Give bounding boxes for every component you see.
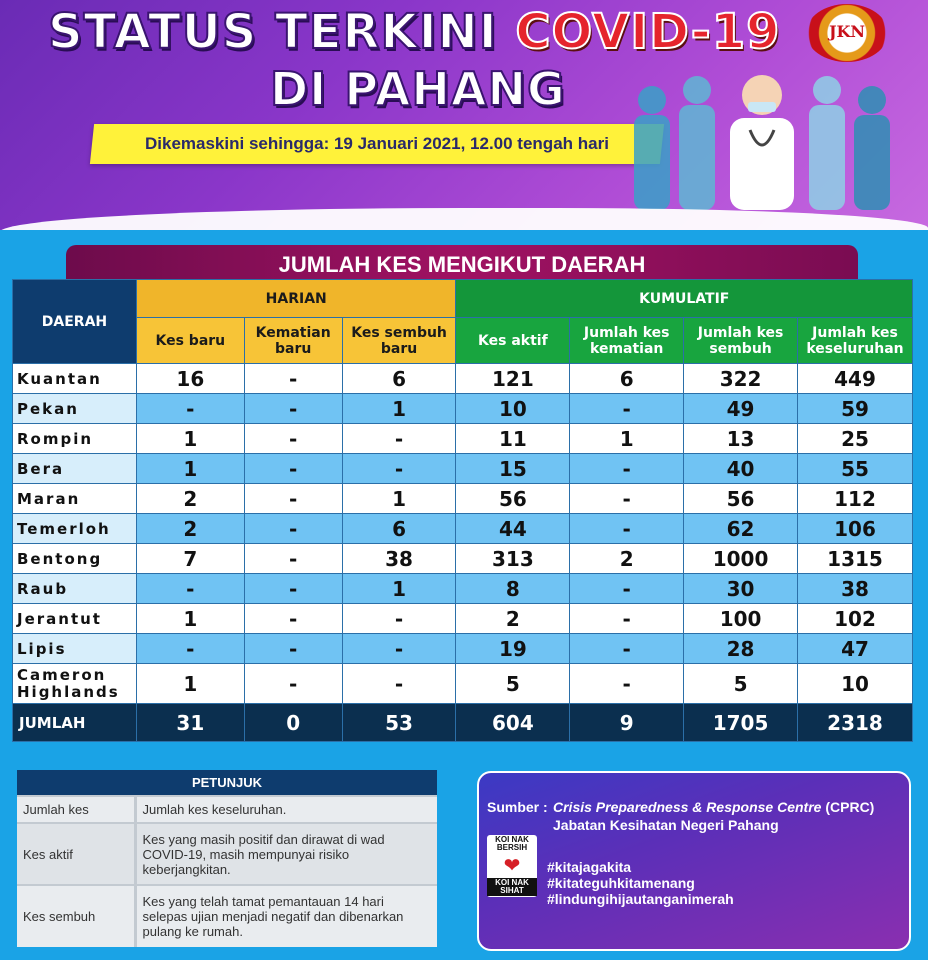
koi-bottom-text: KOI NAK SIHAT: [487, 878, 537, 896]
cell-value: -: [570, 514, 684, 544]
title-status-terkini: STATUS TERKINI: [48, 4, 498, 60]
district-name: Temerloh: [13, 514, 137, 544]
header-kes-aktif: Kes aktif: [456, 318, 570, 364]
table-row: [13, 484, 913, 514]
cell-value: 5: [684, 664, 798, 704]
cell-value: 15: [456, 454, 570, 484]
cell-value: 100: [684, 604, 798, 634]
cell-value: 38: [797, 574, 912, 604]
cell-value: 106: [797, 514, 912, 544]
table-row: [13, 364, 913, 394]
cell-value: -: [136, 634, 244, 664]
district-name: Lipis: [13, 634, 137, 664]
district-name: Bentong: [13, 544, 137, 574]
cell-value: 1000: [684, 544, 798, 574]
district-name: Kuantan: [13, 364, 137, 394]
district-name: Rompin: [13, 424, 137, 454]
cell-value: 40: [684, 454, 798, 484]
koi-nak-sihat-logo: [487, 835, 537, 897]
total-value: 1705: [684, 704, 798, 742]
cell-value: 1: [342, 574, 456, 604]
cell-value: 1315: [797, 544, 912, 574]
cell-value: -: [244, 364, 342, 394]
legend-term: Kes aktif: [17, 823, 135, 885]
legend-term: Jumlah kes: [17, 796, 135, 823]
cell-value: -: [244, 424, 342, 454]
cell-value: 1: [570, 424, 684, 454]
cell-value: -: [244, 394, 342, 424]
table-row: [13, 424, 913, 454]
cell-value: 7: [136, 544, 244, 574]
header-jumlah-kes-keseluruhan: Jumlah kes keseluruhan: [797, 318, 912, 364]
header-jumlah-kes-kematian: Jumlah kes kematian: [570, 318, 684, 364]
cell-value: -: [244, 574, 342, 604]
updated-text: Dikemaskini sehingga: 19 Januari 2021, 12.00 tengah hari: [145, 134, 609, 153]
cell-value: 10: [797, 664, 912, 704]
table-row: [13, 634, 913, 664]
cell-value: 2: [136, 514, 244, 544]
table-row: [13, 514, 913, 544]
cell-value: -: [342, 604, 456, 634]
updated-banner: [90, 124, 664, 164]
header-kes-baru: Kes baru: [136, 318, 244, 364]
cell-value: 2: [136, 484, 244, 514]
cell-value: -: [342, 424, 456, 454]
cell-value: -: [570, 604, 684, 634]
cell-value: 112: [797, 484, 912, 514]
cell-value: 10: [456, 394, 570, 424]
jkn-logo: [806, 4, 888, 62]
title-covid19: COVID-19: [515, 4, 781, 60]
total-value: 31: [136, 704, 244, 742]
hashtag: #kitateguhkitamenang: [547, 875, 695, 891]
cell-value: -: [342, 664, 456, 704]
source-cprc-name: Crisis Preparedness & Response Centre: [553, 799, 822, 815]
koi-top-text: KOI NAK BERSIH: [495, 835, 529, 852]
legend-desc: Jumlah kes keseluruhan.: [135, 796, 437, 823]
cell-value: 1: [342, 484, 456, 514]
table-row: [13, 604, 913, 634]
cell-value: 59: [797, 394, 912, 424]
source-label: Sumber :: [487, 799, 548, 815]
source-cprc-abbr: (CPRC): [825, 799, 875, 815]
total-value: 9: [570, 704, 684, 742]
health-workers-illustration: [612, 60, 912, 210]
cell-value: 56: [456, 484, 570, 514]
cell-value: 44: [456, 514, 570, 544]
cell-value: -: [136, 574, 244, 604]
cell-value: -: [244, 634, 342, 664]
cell-value: 25: [797, 424, 912, 454]
header-daerah: DAERAH: [13, 280, 137, 364]
header-kematian-baru: Kematian baru: [244, 318, 342, 364]
hashtag: #kitajagakita: [547, 859, 632, 875]
cell-value: 1: [136, 664, 244, 704]
cell-value: 102: [797, 604, 912, 634]
cell-value: 38: [342, 544, 456, 574]
total-value: 0: [244, 704, 342, 742]
cell-value: -: [570, 394, 684, 424]
cell-value: 62: [684, 514, 798, 544]
district-name: Maran: [13, 484, 137, 514]
source-box: [477, 771, 911, 951]
legend-desc: Kes yang telah tamat pemantauan 14 hari selepas ujian menjadi negatif dan dibenarkan pulang ke rumah.: [135, 885, 437, 947]
table-row: [13, 454, 913, 484]
cell-value: -: [244, 604, 342, 634]
hashtag: #lindungihijautanganimerah: [547, 891, 734, 907]
heart-icon: ❤: [503, 855, 521, 877]
hashtags: [547, 859, 734, 907]
cell-value: -: [244, 544, 342, 574]
cell-value: -: [342, 454, 456, 484]
cell-value: 49: [684, 394, 798, 424]
logo-text: JKN: [828, 22, 866, 41]
district-name: Cameron Highlands: [13, 664, 137, 704]
source-line-1: [553, 799, 874, 815]
district-name: Raub: [13, 574, 137, 604]
source-line-2: Jabatan Kesihatan Negeri Pahang: [553, 817, 779, 833]
total-value: 53: [342, 704, 456, 742]
table-row: [13, 574, 913, 604]
table-row: [13, 664, 913, 704]
cell-value: 1: [136, 604, 244, 634]
cell-value: 1: [136, 424, 244, 454]
cell-value: 16: [136, 364, 244, 394]
legend-term: Kes sembuh: [17, 885, 135, 947]
legend-table: [17, 770, 437, 947]
total-value: 2318: [797, 704, 912, 742]
cell-value: 2: [456, 604, 570, 634]
cell-value: 13: [684, 424, 798, 454]
section-title: JUMLAH KES MENGIKUT DAERAH: [66, 245, 858, 281]
title-line-1: [48, 4, 781, 60]
cell-value: 449: [797, 364, 912, 394]
table-row: [13, 394, 913, 424]
cell-value: 30: [684, 574, 798, 604]
cell-value: 8: [456, 574, 570, 604]
header-banner: [0, 0, 928, 230]
district-name: Jerantut: [13, 604, 137, 634]
total-row: [13, 704, 913, 742]
cell-value: 19: [456, 634, 570, 664]
cell-value: -: [342, 634, 456, 664]
header-kumulatif: KUMULATIF: [456, 280, 913, 318]
table-row: [13, 544, 913, 574]
cell-value: -: [244, 664, 342, 704]
cell-value: -: [244, 484, 342, 514]
cell-value: 6: [342, 514, 456, 544]
total-value: 604: [456, 704, 570, 742]
cell-value: 28: [684, 634, 798, 664]
cell-value: 5: [456, 664, 570, 704]
cell-value: 6: [570, 364, 684, 394]
cell-value: 6: [342, 364, 456, 394]
cell-value: 313: [456, 544, 570, 574]
district-name: Pekan: [13, 394, 137, 424]
header-harian: HARIAN: [136, 280, 456, 318]
cell-value: -: [244, 454, 342, 484]
cell-value: -: [570, 484, 684, 514]
cell-value: 1: [136, 454, 244, 484]
cell-value: -: [570, 634, 684, 664]
cell-value: -: [570, 574, 684, 604]
cell-value: 121: [456, 364, 570, 394]
legend-title: PETUNJUK: [17, 770, 437, 796]
cell-value: 47: [797, 634, 912, 664]
cell-value: 55: [797, 454, 912, 484]
title-di-pahang: DI PAHANG: [270, 62, 566, 116]
cell-value: 2: [570, 544, 684, 574]
cell-value: 322: [684, 364, 798, 394]
cell-value: 1: [342, 394, 456, 424]
cell-value: -: [244, 514, 342, 544]
cases-table: [12, 279, 913, 742]
cell-value: 11: [456, 424, 570, 454]
cell-value: 56: [684, 484, 798, 514]
district-name: Bera: [13, 454, 137, 484]
cell-value: -: [136, 394, 244, 424]
cell-value: -: [570, 664, 684, 704]
cell-value: -: [570, 454, 684, 484]
legend-desc: Kes yang masih positif dan dirawat di wad COVID-19, masih mempunyai risiko keberjangkitan.: [135, 823, 437, 885]
header-kes-sembuh-baru: Kes sembuh baru: [342, 318, 456, 364]
header-jumlah-kes-sembuh: Jumlah kes sembuh: [684, 318, 798, 364]
total-label: JUMLAH: [13, 704, 137, 742]
